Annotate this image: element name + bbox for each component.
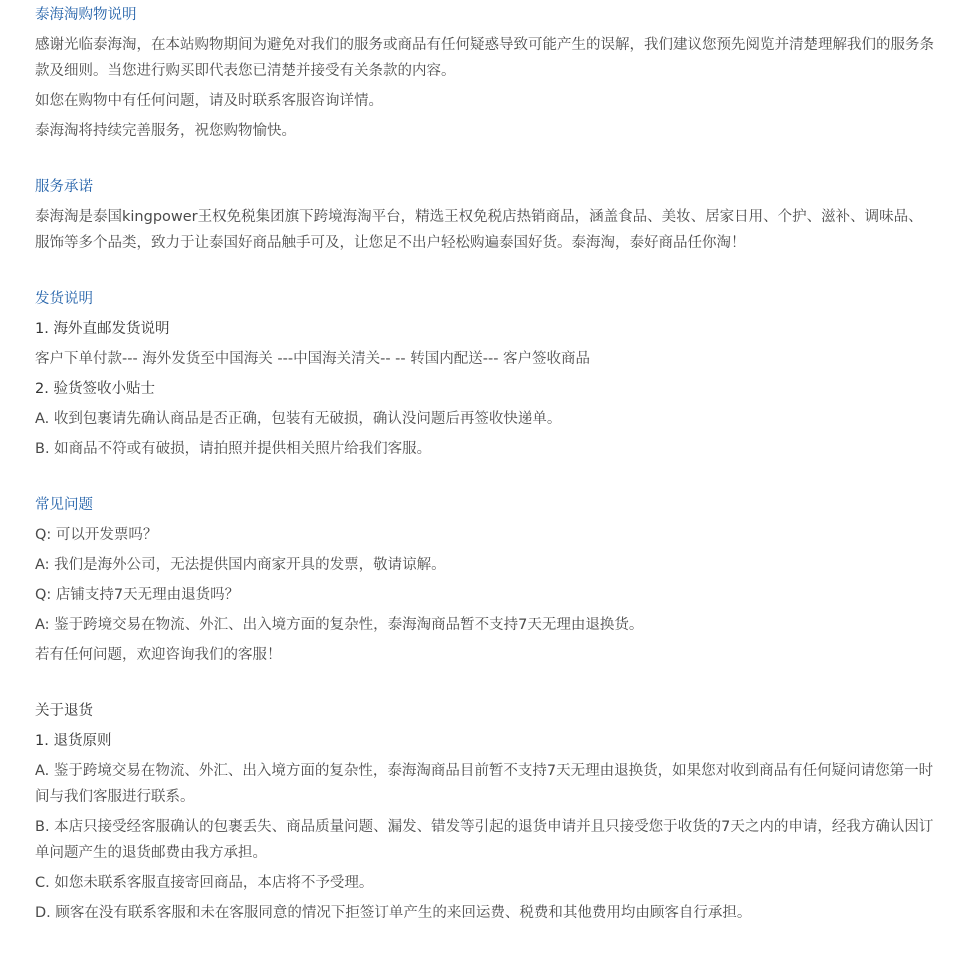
returns-rule-b: B. 本店只接受经客服确认的包裹丢失、商品质量问题、漏发、错发等引起的退货申请并且只接受您于收货的7天之内的申请，经我方确认因订单问题产生的退货邮费由我方承担。: [35, 819, 934, 861]
shopping-info-section: [35, 2, 935, 144]
faq-question-invoice: Q: 可以开发票吗？: [35, 527, 158, 543]
service-promise-paragraph: 泰海淘是泰国kingpower王权免税集团旗下跨境海淘平台，精选王权免税店热销商品，涵盖食品、美妆、居家日用、个护、滋补、调味品、服饰等多个品类，致力于让泰国好商品触手可及，让您足不出户轻松购遍泰国好货。泰海淘，泰好商品任你淘！: [35, 209, 923, 251]
service-promise-section: [35, 174, 935, 256]
shopping-info-paragraph-1: 感谢光临泰海淘，在本站购物期间为避免对我们的服务或商品有任何疑惑导致可能产生的误解，我们建议您预先阅览并清楚理解我们的服务条款及细则。当您进行购买即代表您已清楚并接受有关条款的内容。: [35, 37, 934, 79]
shipping-subtitle-inspection: 2. 验货签收小贴士: [35, 381, 155, 397]
shipping-tip-a: A. 收到包裹请先确认商品是否正确，包装有无破损，确认没问题后再签收快递单。: [35, 411, 562, 427]
shopping-info-title: 泰海淘购物说明: [35, 7, 137, 23]
shopping-info-paragraph-2: 如您在购物中有任何问题，请及时联系客服咨询详情。: [35, 93, 383, 109]
shipping-flow: 客户下单付款--- 海外发货至中国海关 ---中国海关清关-- -- 转国内配送--- 客户签收商品: [35, 351, 591, 367]
shipping-section: [35, 286, 935, 462]
returns-rule-a: A. 鉴于跨境交易在物流、外汇、出入境方面的复杂性，泰海淘商品目前暂不支持7天无理由退换货，如果您对收到商品有任何疑问请您第一时间与我们客服进行联系。: [35, 763, 934, 805]
returns-section: [35, 698, 935, 926]
faq-title: 常见问题: [35, 497, 93, 513]
faq-question-return: Q: 店铺支持7天无理由退货吗？: [35, 587, 240, 603]
returns-subtitle: 1. 退货原则: [35, 733, 112, 749]
shipping-subtitle-direct-mail: 1. 海外直邮发货说明: [35, 321, 170, 337]
shipping-title: 发货说明: [35, 291, 93, 307]
faq-closing: 若有任何问题，欢迎咨询我们的客服！: [35, 647, 282, 663]
returns-rule-d: D. 顾客在没有联系客服和未在客服同意的情况下拒签订单产生的来回运费、税费和其他费用均由顾客自行承担。: [35, 905, 752, 921]
shopping-info-paragraph-3: 泰海淘将持续完善服务，祝您购物愉快。: [35, 123, 296, 139]
faq-section: [35, 492, 935, 668]
faq-answer-invoice: A: 我们是海外公司，无法提供国内商家开具的发票，敬请谅解。: [35, 557, 446, 573]
returns-rule-c: C. 如您未联系客服直接寄回商品，本店将不予受理。: [35, 875, 374, 891]
faq-answer-return: A: 鉴于跨境交易在物流、外汇、出入境方面的复杂性，泰海淘商品暂不支持7天无理由退换货。: [35, 617, 644, 633]
shipping-tip-b: B. 如商品不符或有破损，请拍照并提供相关照片给我们客服。: [35, 441, 432, 457]
service-promise-title: 服务承诺: [35, 179, 93, 195]
returns-title: 关于退货: [35, 703, 93, 719]
